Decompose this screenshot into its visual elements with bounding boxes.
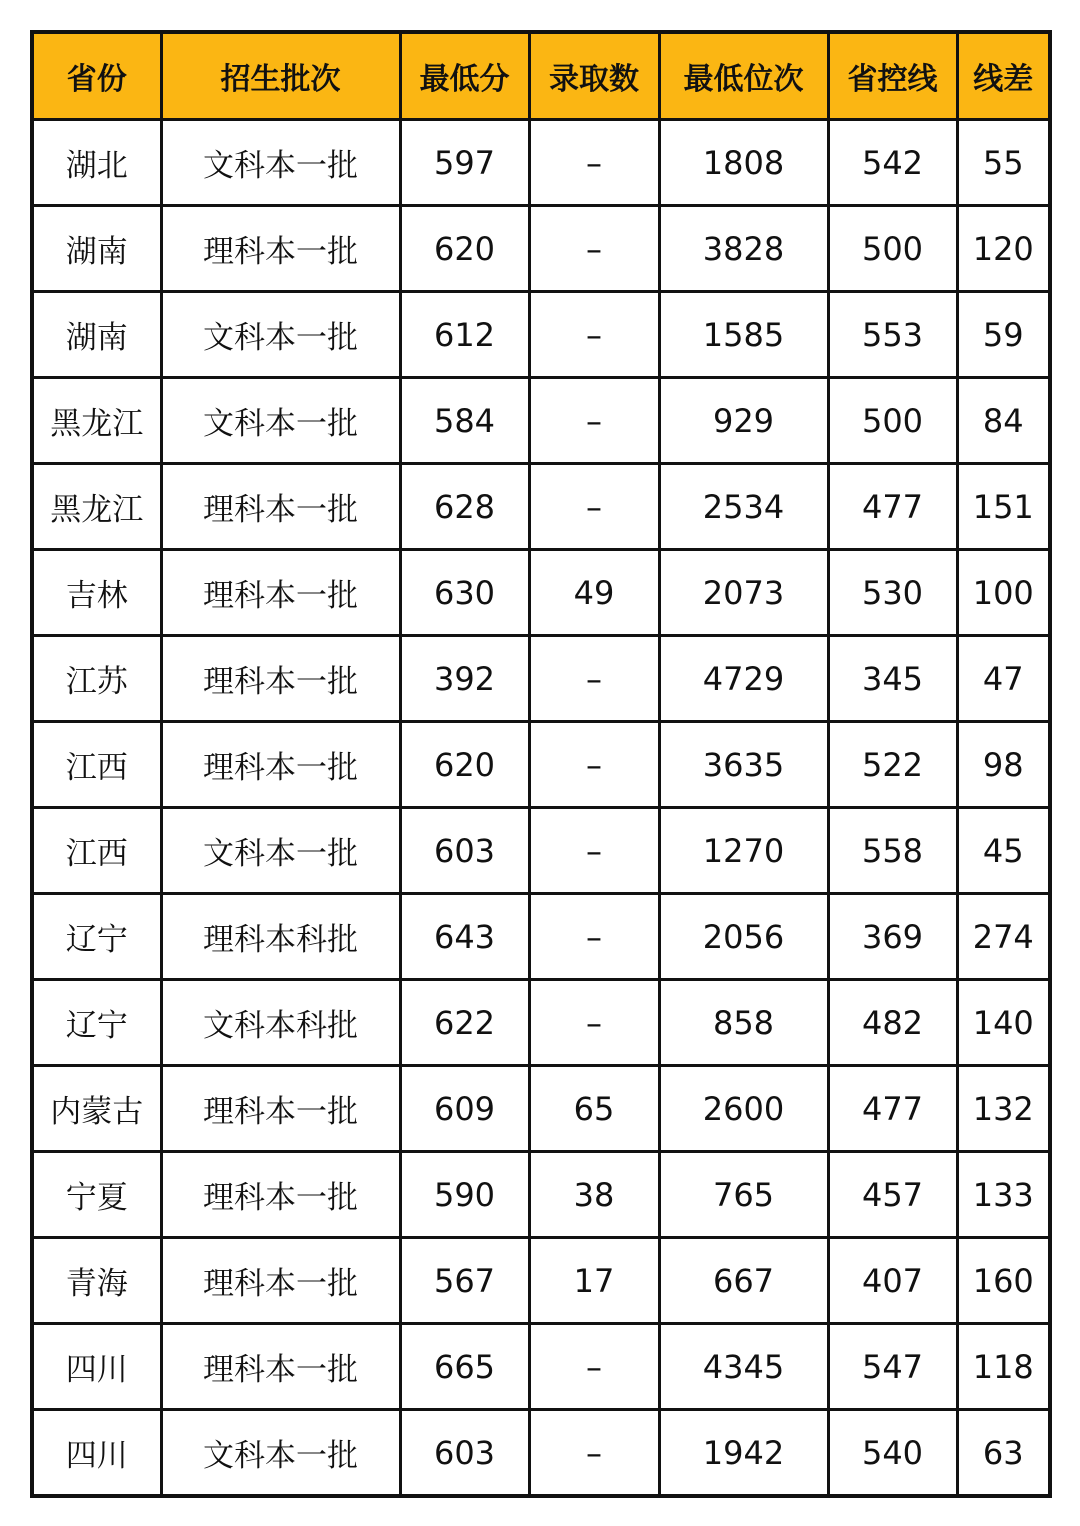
table-row: [32, 1238, 1050, 1324]
province-cell: 湖北: [32, 120, 161, 206]
admitted-count-cell: 65: [529, 1066, 659, 1152]
min-rank-cell: 1585: [659, 292, 828, 378]
table-row: [32, 1066, 1050, 1152]
admitted-count-cell: –: [529, 464, 659, 550]
province-cell: 江西: [32, 808, 161, 894]
table-row: [32, 722, 1050, 808]
min-score-cell: 609: [400, 1066, 529, 1152]
province-cell: 四川: [32, 1324, 161, 1410]
header-min-rank: 最低位次: [659, 32, 828, 120]
min-rank-cell: 3635: [659, 722, 828, 808]
min-rank-cell: 2073: [659, 550, 828, 636]
batch-cell: 文科本一批: [161, 1410, 400, 1497]
batch-cell: 文科本一批: [161, 808, 400, 894]
batch-cell: 理科本一批: [161, 206, 400, 292]
admitted-count-cell: –: [529, 636, 659, 722]
province-cell: 江西: [32, 722, 161, 808]
table-row: [32, 550, 1050, 636]
table-row: [32, 1324, 1050, 1410]
admitted-count-cell: –: [529, 378, 659, 464]
min-rank-cell: 2600: [659, 1066, 828, 1152]
batch-cell: 理科本一批: [161, 1152, 400, 1238]
provincial-line-cell: 369: [828, 894, 957, 980]
line-difference-cell: 274: [957, 894, 1050, 980]
province-cell: 宁夏: [32, 1152, 161, 1238]
min-rank-cell: 929: [659, 378, 828, 464]
batch-cell: 文科本一批: [161, 378, 400, 464]
admitted-count-cell: –: [529, 206, 659, 292]
header-min-score: 最低分: [400, 32, 529, 120]
provincial-line-cell: 547: [828, 1324, 957, 1410]
batch-cell: 理科本一批: [161, 722, 400, 808]
batch-cell: 理科本一批: [161, 636, 400, 722]
batch-cell: 理科本科批: [161, 894, 400, 980]
provincial-line-cell: 407: [828, 1238, 957, 1324]
min-rank-cell: 2534: [659, 464, 828, 550]
provincial-line-cell: 553: [828, 292, 957, 378]
provincial-line-cell: 558: [828, 808, 957, 894]
table-row: [32, 1410, 1050, 1497]
admitted-count-cell: –: [529, 722, 659, 808]
min-score-cell: 597: [400, 120, 529, 206]
province-cell: 辽宁: [32, 894, 161, 980]
province-cell: 四川: [32, 1410, 161, 1497]
table-row: [32, 808, 1050, 894]
batch-cell: 理科本一批: [161, 464, 400, 550]
line-difference-cell: 59: [957, 292, 1050, 378]
province-cell: 辽宁: [32, 980, 161, 1066]
provincial-line-cell: 542: [828, 120, 957, 206]
table-body: [32, 120, 1050, 1497]
header-admitted-count: 录取数: [529, 32, 659, 120]
admitted-count-cell: 38: [529, 1152, 659, 1238]
min-score-cell: 612: [400, 292, 529, 378]
provincial-line-cell: 345: [828, 636, 957, 722]
admitted-count-cell: –: [529, 292, 659, 378]
batch-cell: 理科本一批: [161, 1238, 400, 1324]
table-row: [32, 464, 1050, 550]
line-difference-cell: 55: [957, 120, 1050, 206]
batch-cell: 理科本一批: [161, 550, 400, 636]
provincial-line-cell: 477: [828, 464, 957, 550]
admitted-count-cell: –: [529, 1410, 659, 1497]
min-rank-cell: 1942: [659, 1410, 828, 1497]
min-score-cell: 567: [400, 1238, 529, 1324]
admitted-count-cell: 49: [529, 550, 659, 636]
line-difference-cell: 47: [957, 636, 1050, 722]
min-score-cell: 603: [400, 1410, 529, 1497]
admitted-count-cell: 17: [529, 1238, 659, 1324]
province-cell: 吉林: [32, 550, 161, 636]
table-row: [32, 378, 1050, 464]
table-header: [32, 32, 1050, 120]
provincial-line-cell: 522: [828, 722, 957, 808]
admitted-count-cell: –: [529, 980, 659, 1066]
header-province: 省份: [32, 32, 161, 120]
min-score-cell: 584: [400, 378, 529, 464]
admitted-count-cell: –: [529, 894, 659, 980]
min-score-cell: 665: [400, 1324, 529, 1410]
line-difference-cell: 45: [957, 808, 1050, 894]
table-row: [32, 894, 1050, 980]
min-rank-cell: 4345: [659, 1324, 828, 1410]
province-cell: 黑龙江: [32, 378, 161, 464]
province-cell: 黑龙江: [32, 464, 161, 550]
min-score-cell: 622: [400, 980, 529, 1066]
line-difference-cell: 160: [957, 1238, 1050, 1324]
line-difference-cell: 120: [957, 206, 1050, 292]
min-rank-cell: 4729: [659, 636, 828, 722]
line-difference-cell: 63: [957, 1410, 1050, 1497]
provincial-line-cell: 477: [828, 1066, 957, 1152]
batch-cell: 文科本一批: [161, 120, 400, 206]
batch-cell: 理科本一批: [161, 1066, 400, 1152]
admitted-count-cell: –: [529, 120, 659, 206]
line-difference-cell: 133: [957, 1152, 1050, 1238]
table-row: [32, 980, 1050, 1066]
province-cell: 湖南: [32, 206, 161, 292]
provincial-line-cell: 500: [828, 206, 957, 292]
province-cell: 江苏: [32, 636, 161, 722]
table-row: [32, 206, 1050, 292]
table-row: [32, 120, 1050, 206]
province-cell: 湖南: [32, 292, 161, 378]
min-rank-cell: 765: [659, 1152, 828, 1238]
header-batch: 招生批次: [161, 32, 400, 120]
line-difference-cell: 84: [957, 378, 1050, 464]
provincial-line-cell: 482: [828, 980, 957, 1066]
table-row: [32, 1152, 1050, 1238]
batch-cell: 文科本一批: [161, 292, 400, 378]
min-rank-cell: 1270: [659, 808, 828, 894]
line-difference-cell: 118: [957, 1324, 1050, 1410]
min-rank-cell: 2056: [659, 894, 828, 980]
min-score-cell: 392: [400, 636, 529, 722]
min-score-cell: 643: [400, 894, 529, 980]
min-rank-cell: 667: [659, 1238, 828, 1324]
table-row: [32, 292, 1050, 378]
line-difference-cell: 140: [957, 980, 1050, 1066]
line-difference-cell: 98: [957, 722, 1050, 808]
header-line-difference: 线差: [957, 32, 1050, 120]
batch-cell: 理科本一批: [161, 1324, 400, 1410]
min-rank-cell: 1808: [659, 120, 828, 206]
line-difference-cell: 151: [957, 464, 1050, 550]
batch-cell: 文科本科批: [161, 980, 400, 1066]
provincial-line-cell: 457: [828, 1152, 957, 1238]
min-rank-cell: 858: [659, 980, 828, 1066]
header-row: [32, 32, 1050, 120]
province-cell: 青海: [32, 1238, 161, 1324]
min-score-cell: 628: [400, 464, 529, 550]
province-cell: 内蒙古: [32, 1066, 161, 1152]
min-rank-cell: 3828: [659, 206, 828, 292]
table-row: [32, 636, 1050, 722]
provincial-line-cell: 500: [828, 378, 957, 464]
min-score-cell: 603: [400, 808, 529, 894]
min-score-cell: 620: [400, 206, 529, 292]
provincial-line-cell: 530: [828, 550, 957, 636]
provincial-line-cell: 540: [828, 1410, 957, 1497]
min-score-cell: 590: [400, 1152, 529, 1238]
admitted-count-cell: –: [529, 808, 659, 894]
header-provincial-line: 省控线: [828, 32, 957, 120]
admission-score-table: [30, 30, 1052, 1498]
admitted-count-cell: –: [529, 1324, 659, 1410]
line-difference-cell: 132: [957, 1066, 1050, 1152]
min-score-cell: 620: [400, 722, 529, 808]
line-difference-cell: 100: [957, 550, 1050, 636]
min-score-cell: 630: [400, 550, 529, 636]
